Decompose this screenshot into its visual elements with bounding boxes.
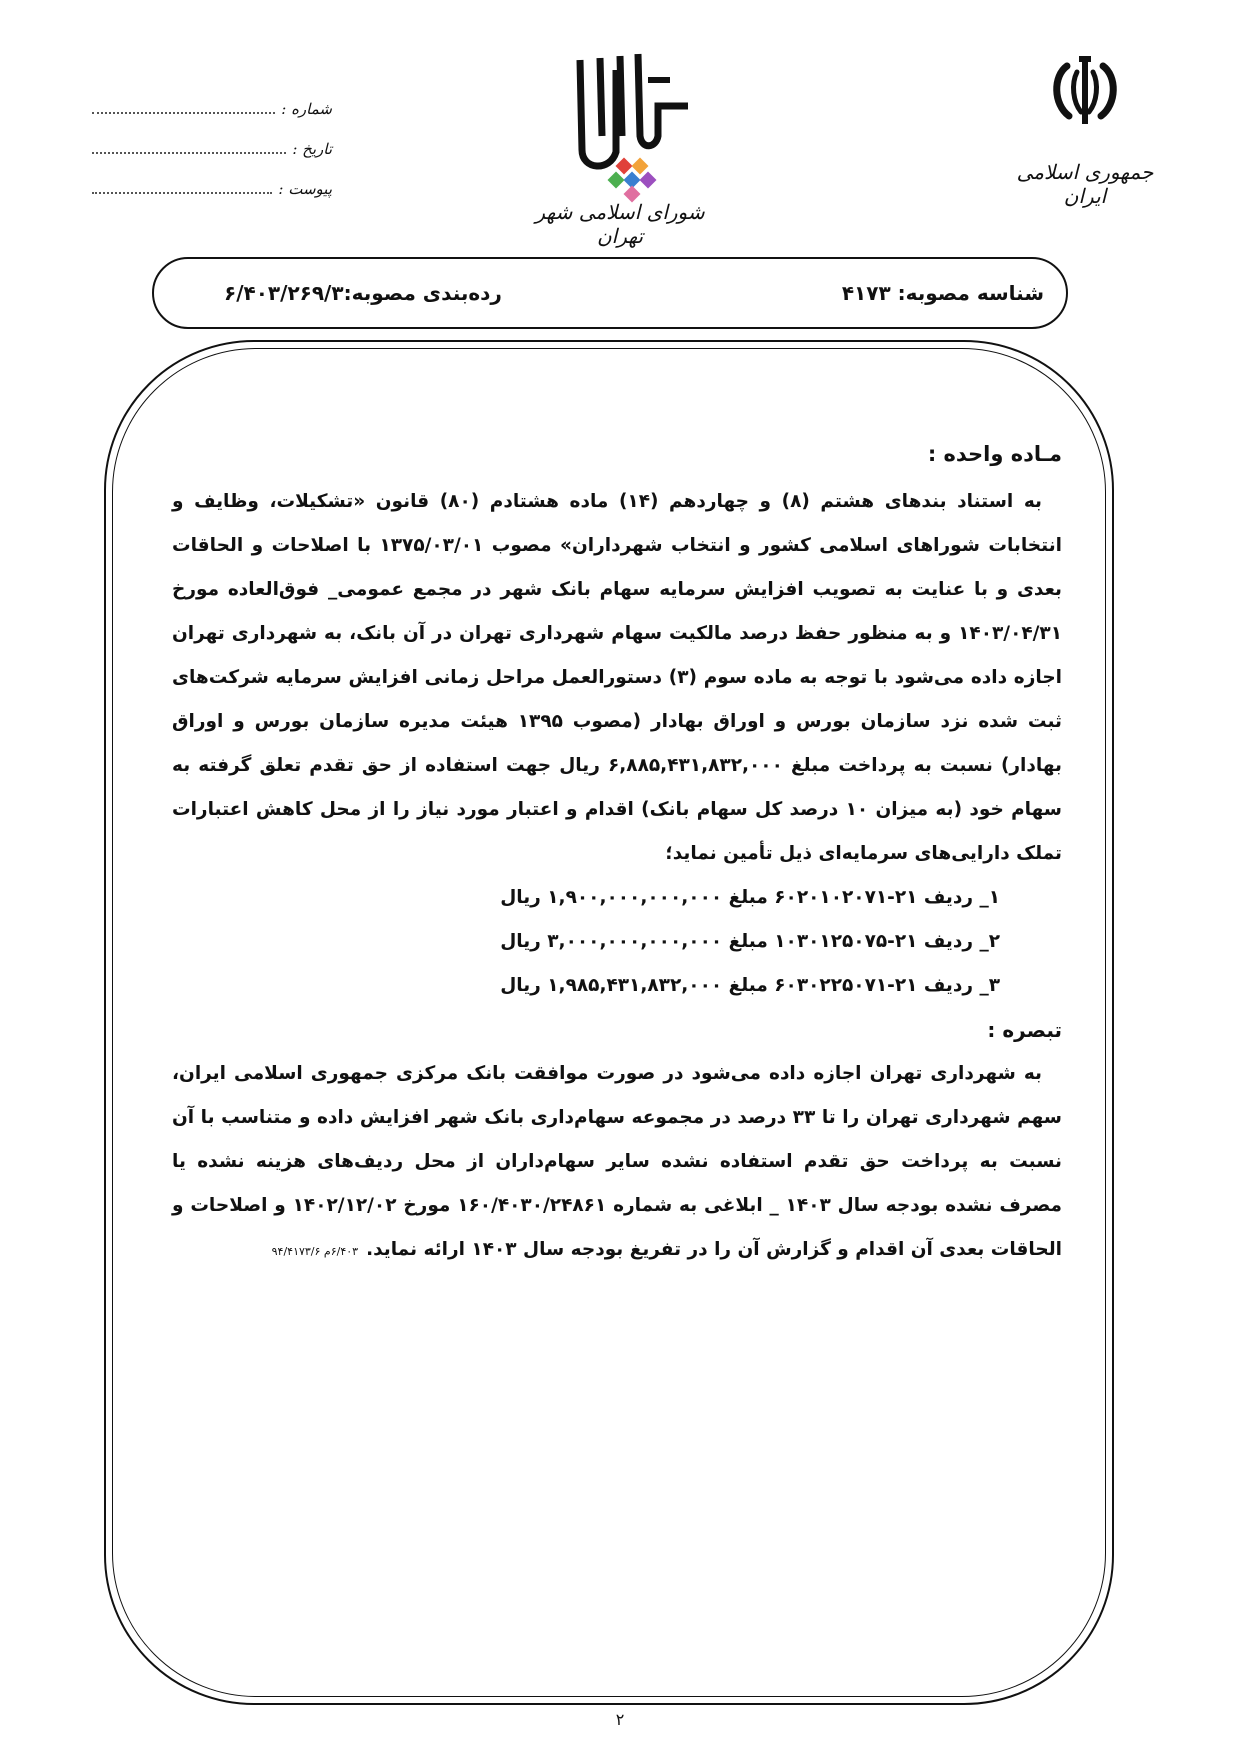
budget-item: ۱_ ردیف ۲۱-۶۰۲۰۱۰۲۰۷۱ مبلغ ۱,۹۰۰,۰۰۰,۰۰۰,۰۰۰ ریال	[500, 887, 1000, 908]
approval-id: شناسه مصوبه: ۴۱۷۳	[841, 281, 1044, 305]
allah-emblem-icon	[1045, 52, 1125, 132]
article-text: به استناد بندهای هشتم (۸) و چهاردهم (۱۴) ماده هشتادم (۸۰) قانون «تشکیلات، وظایف و انتخابات شوراهای اسلامی کشور و انتخاب شهرداران» مصوب ۱۳۷۵/۰۳/۰۱ با اصلاحات و الحاقات بعدی و با عنایت به تصویب افزایش سرمایه سهام بانک شهر در مجمع عمومی_ فوق‌العاده مورخ ۱۴۰۳/۰۴/۳۱ و به منظور حفظ درصد مالکیت سهام شهرداری تهران در آن بانک، به شهرداری تهران اجازه داده می‌شود با توجه به ماده سوم (۳) دستورالعمل مراحل زمانی افزایش سرمایه شرکت‌های ثبت شده نزد سازمان بورس و اوراق بهادار (مصوب ۱۳۹۵ هیئت مدیره سازمان بورس و اوراق بهادار) نسبت به پرداخت مبلغ ۶,۸۸۵,۴۳۱,۸۳۲,۰۰۰ ریال جهت استفاده از حق تقدم تعلق گرفته به سهام خود (به میزان ۱۰ درصد کل سهام بانک) اقدام و اعتبار مورد نیاز را از محل کاهش اعتبارات تملک دارایی‌های سرمایه‌ای ذیل تأمین نماید؛	[172, 491, 1062, 864]
budget-item: ۲_ ردیف ۲۱-۱۰۳۰۱۲۵۰۷۵ مبلغ ۳,۰۰۰,۰۰۰,۰۰۰,۰۰۰ ریال	[500, 931, 1000, 952]
reference-code: ۶/۴۰۳م ۹۴/۴۱۷۳/۶	[271, 1245, 359, 1258]
emblem-caption: جمهوری اسلامی ایران	[1016, 160, 1154, 208]
number-label: شماره :	[281, 100, 332, 118]
note-heading: تبصره :	[987, 1018, 1062, 1042]
number-line	[92, 112, 275, 114]
date-line	[92, 152, 286, 154]
number-field	[92, 78, 332, 118]
council-logo-icon	[520, 40, 720, 210]
date-field	[92, 118, 332, 158]
note-paragraph	[172, 1052, 1062, 1274]
resolution-content	[172, 432, 1062, 1274]
attachment-line	[92, 192, 272, 194]
attachment-label: پیوست :	[278, 180, 332, 198]
budget-item: ۳_ ردیف ۲۱-۶۰۳۰۲۲۵۰۷۱ مبلغ ۱,۹۸۵,۴۳۱,۸۳۲,۰۰۰ ریال	[500, 975, 1000, 996]
page-number: ۲	[615, 1710, 625, 1729]
approval-classification: رده‌بندی مصوبه:۶/۴۰۳/۲۶۹/۳	[224, 281, 502, 305]
attachment-field	[92, 158, 332, 198]
iran-emblem	[1010, 52, 1160, 208]
letter-fields	[92, 78, 332, 198]
article-heading: مـاده واحده :	[927, 442, 1062, 466]
approval-info-bar	[152, 257, 1068, 329]
date-label: تاریخ :	[292, 140, 332, 158]
council-caption: شورای اسلامی شهر تهران	[535, 200, 705, 248]
note-text: به شهرداری تهران اجازه داده می‌شود در صورت موافقت بانک مرکزی جمهوری اسلامی ایران، سهم شهرداری تهران را تا ۳۳ درصد در مجموعه سهام‌داری بانک شهر افزایش داده و متناسب با آن نسبت به پرداخت حق تقدم استفاده نشده سایر سهام‌داران از محل ردیف‌های هزینه نشده یا مصرف نشده بودجه سال ۱۴۰۳ _ ابلاغی به شماره ۱۶۰/۴۰۳۰/۲۴۸۶۱ مورخ ۱۴۰۲/۱۲/۰۲ و اصلاحات و الحاقات بعدی آن اقدام و گزارش آن را در تفریغ بودجه سال ۱۴۰۳ ارائه نماید.	[172, 1063, 1062, 1260]
